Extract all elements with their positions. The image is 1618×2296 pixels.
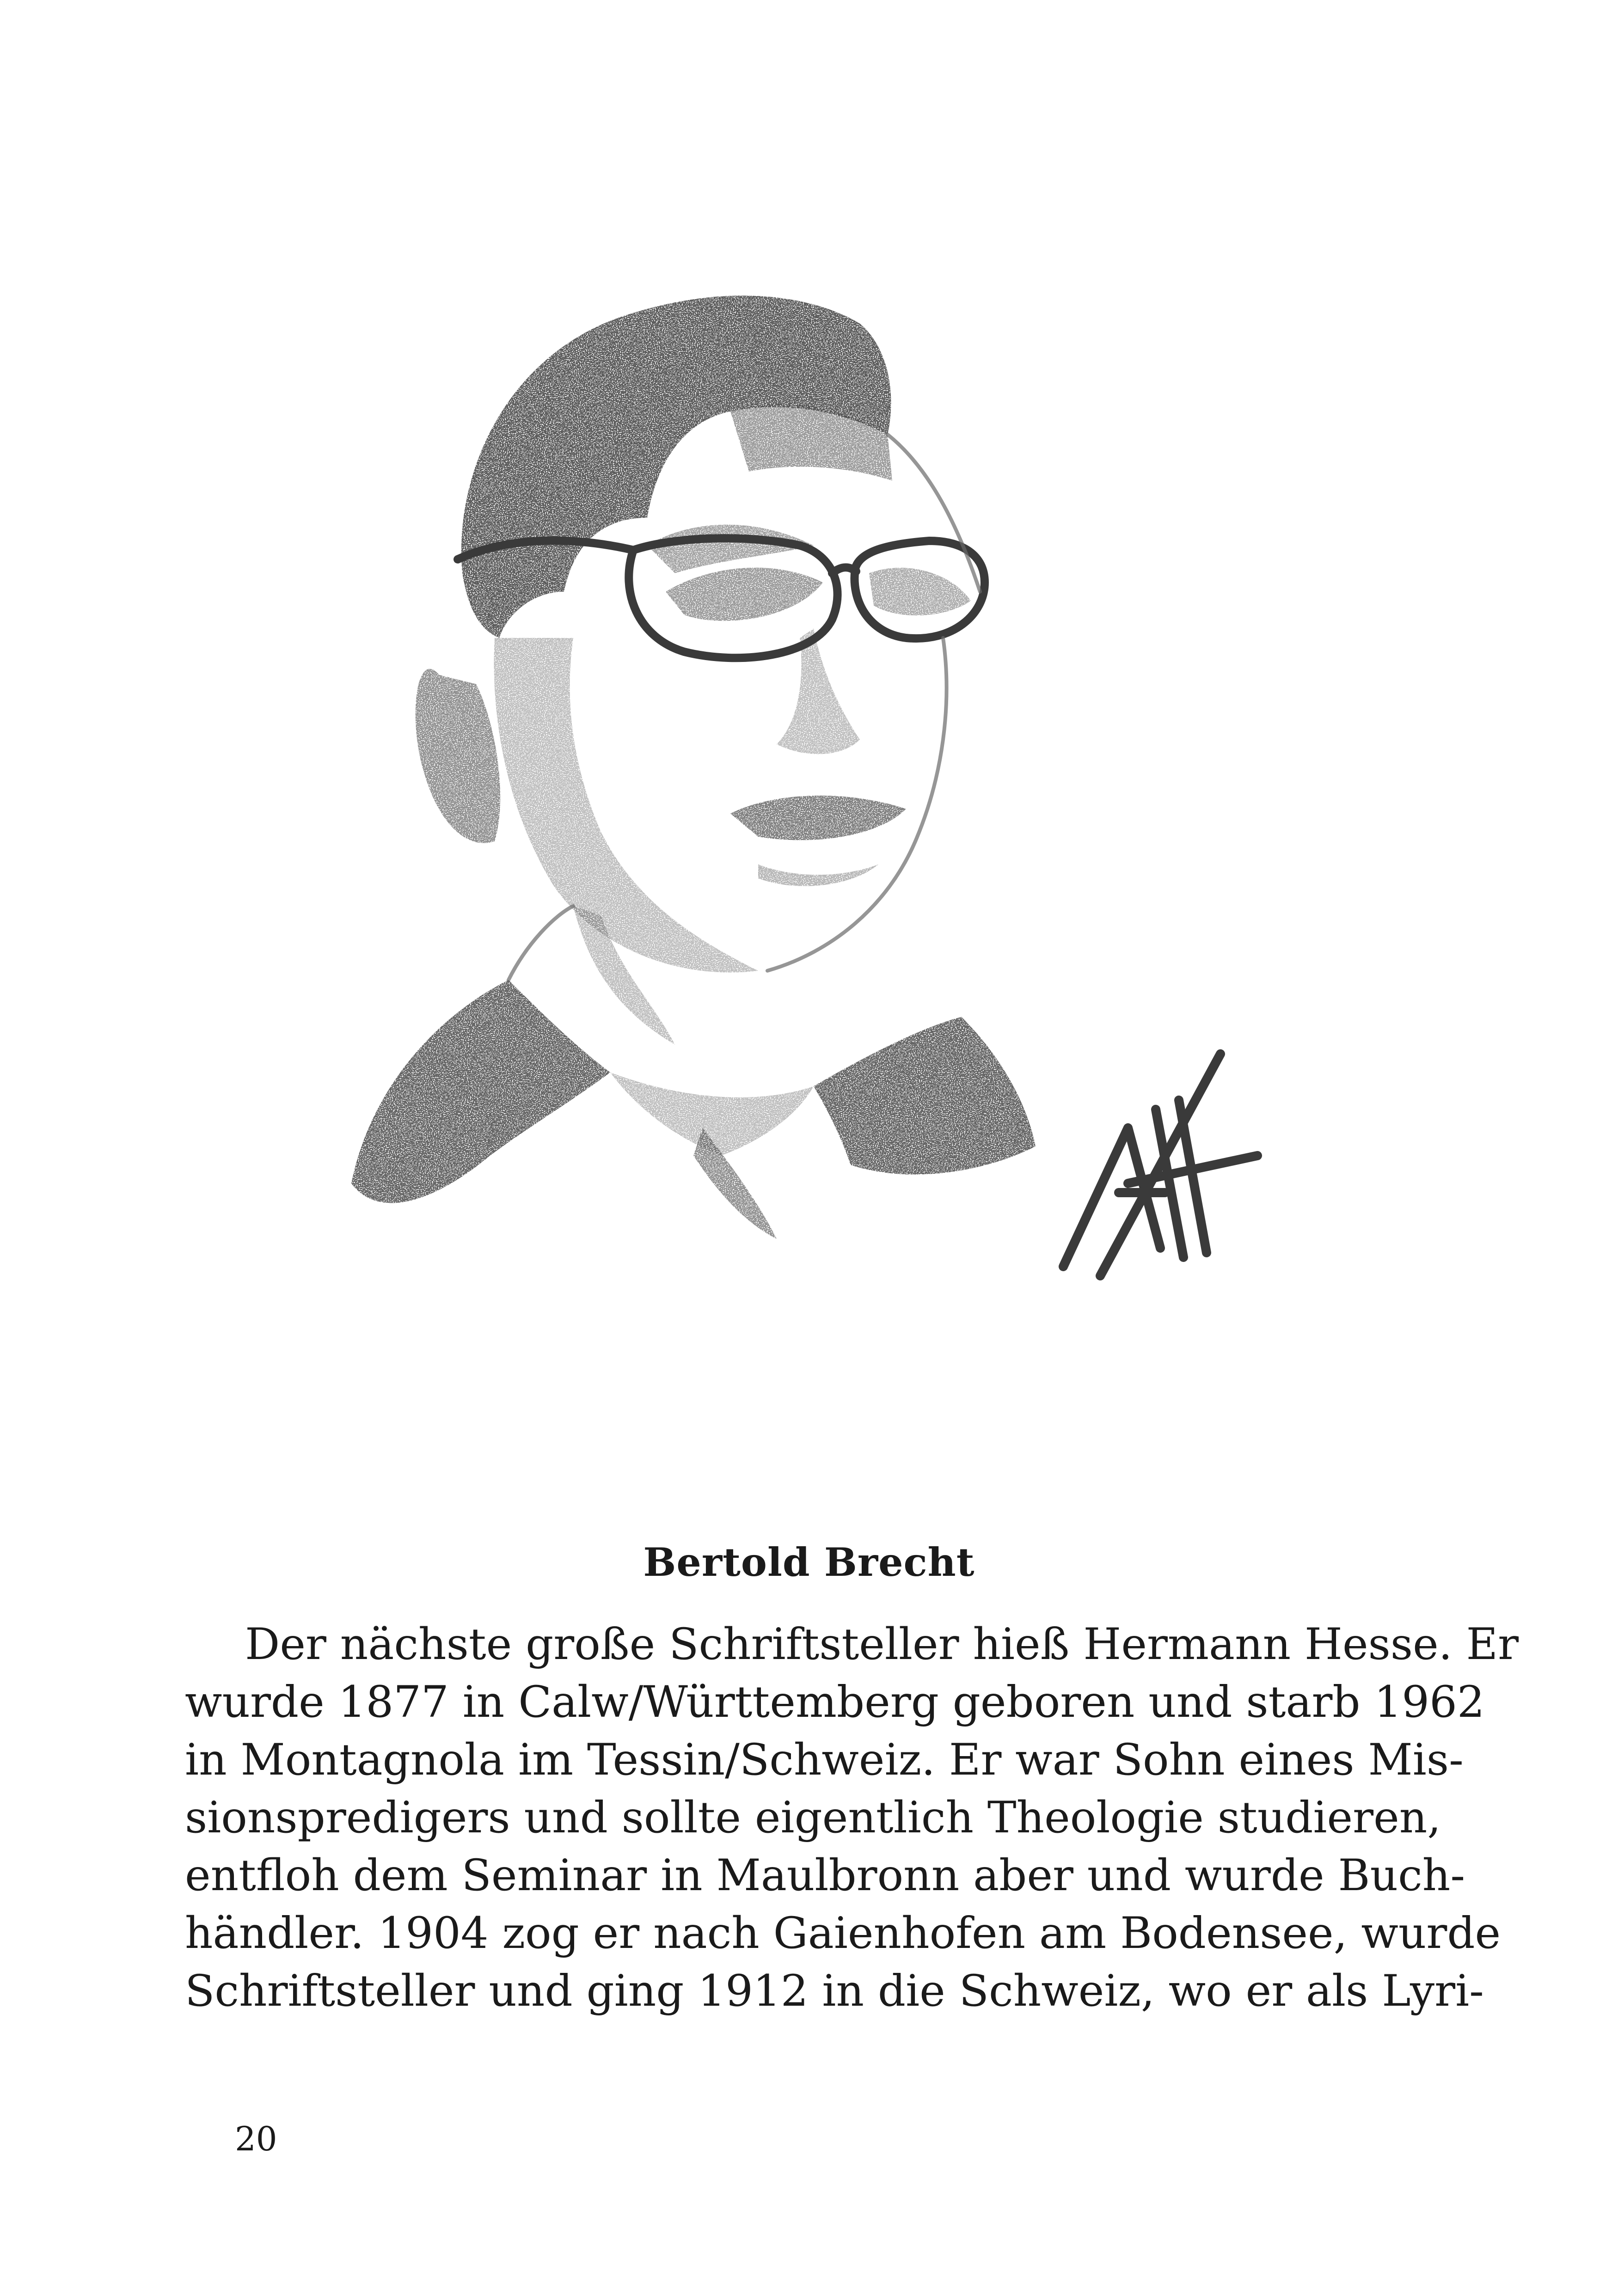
body-line: Der nächste große Schriftsteller hieß Hermann Hesse. Er (245, 1619, 1519, 1670)
artist-monogram (1063, 1054, 1257, 1276)
body-line: entfloh dem Seminar in Maulbronn aber und wurde Buch- (185, 1850, 1465, 1901)
body-line: sionspredigers und sollte eigentlich Theologie studieren, (185, 1793, 1441, 1843)
body-line: in Montagnola im Tessin/Schweiz. Er war Sohn eines Mis- (185, 1735, 1464, 1785)
body-line: Schriftsteller und ging 1912 in die Schweiz, wo er als Lyri- (185, 1966, 1484, 2016)
body-paragraph (185, 1616, 1519, 2020)
portrait-caption: Bertold Brecht (643, 1539, 975, 1585)
body-line: händler. 1904 zog er nach Gaienhofen am Bodensee, wurde (185, 1908, 1501, 1959)
page-number: 20 (235, 2119, 277, 2158)
body-line: wurde 1877 in Calw/Württemberg geboren und starb 1962 (185, 1677, 1485, 1727)
portrait-illustration (296, 240, 1341, 1479)
